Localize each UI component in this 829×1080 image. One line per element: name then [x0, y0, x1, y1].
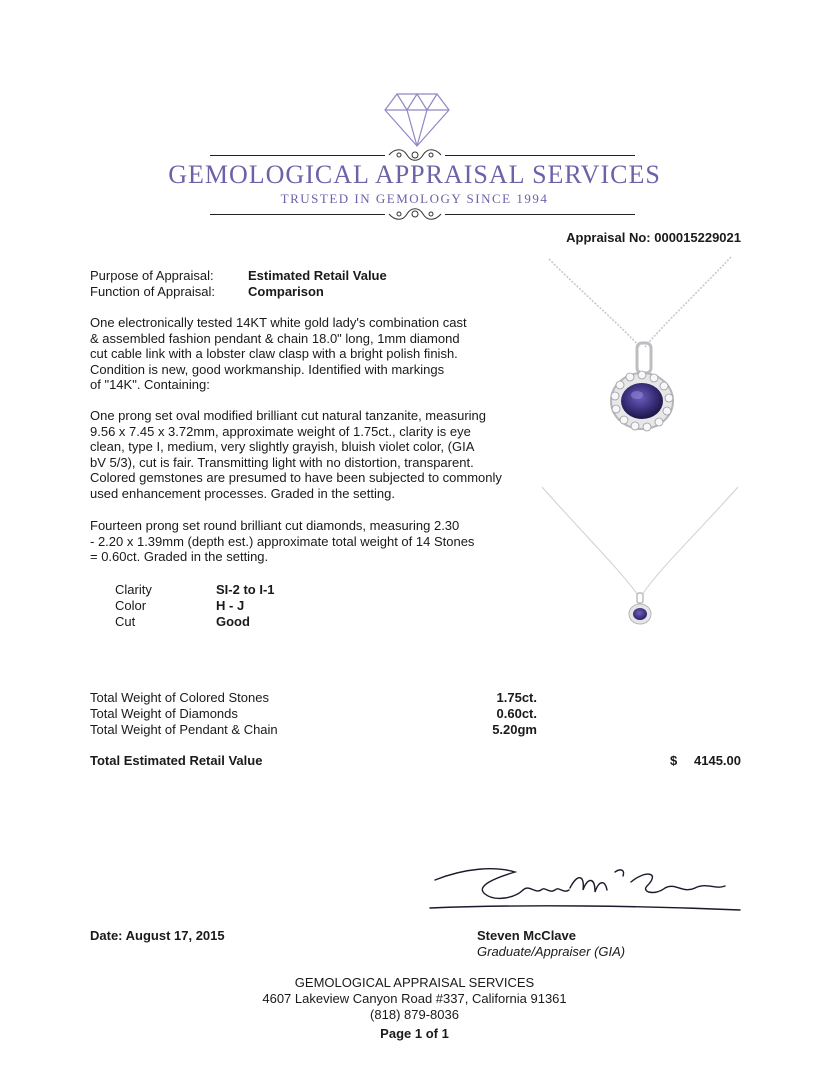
- total-colored-stones-label: Total Weight of Colored Stones: [90, 690, 269, 705]
- company-tagline: TRUSTED IN GEMOLOGY SINCE 1994: [280, 191, 549, 206]
- description-tanzanite: One prong set oval modified brilliant cut natural tanzanite, measuring 9.56 x 7.45 x 3.72mm, approximate weight of 1.75ct., clarity is eye clean, type I, medium, very slightly grayish, bluish violet color, (GIA bV 5/3), cut is fair. Transmitting light with no distortion, transparent. Colored gemstones are presumed to have been subjected to commonly used enhancement processes. Graded in the setting.: [90, 408, 502, 501]
- ornament-bottom-icon: [385, 205, 445, 223]
- description-diamonds: Fourteen prong set round brilliant cut diamonds, measuring 2.30 - 2.20 x 1.39mm (depth est.) approximate total weight of 14 Stones = 0.60ct. Graded in the setting.: [90, 518, 475, 564]
- page-number: Page 1 of 1: [380, 1026, 449, 1041]
- retail-value-label: Total Estimated Retail Value: [90, 753, 263, 768]
- grading-cut-label: Cut: [115, 614, 136, 629]
- appraiser-title: Graduate/Appraiser (GIA): [477, 944, 626, 959]
- total-diamonds-label: Total Weight of Diamonds: [90, 706, 238, 721]
- header-rule-top-right: [445, 155, 635, 156]
- company-name: GEMOLOGICAL APPRAISAL SERVICES: [168, 160, 661, 189]
- retail-value-currency: $: [670, 753, 678, 768]
- grading-clarity-label: Clarity: [115, 582, 152, 597]
- footer-phone: (818) 879-8036: [370, 1007, 459, 1022]
- description-mounting: One electronically tested 14KT white gold lady's combination cast & assembled fashion pendant & chain 18.0" long, 1mm diamond cut cable link with a lobster claw clasp with a bright polish finish. Condition is new, good workmanship. Identified with markings of "14K". Containing:: [90, 315, 467, 392]
- function-value: Comparison: [248, 284, 324, 299]
- header-rule-bottom-right: [445, 214, 635, 215]
- grading-color-value: H - J: [216, 598, 245, 613]
- footer-address: 4607 Lakeview Canyon Road #337, California 91361: [262, 991, 567, 1006]
- retail-value-amount: 4145.00: [694, 753, 741, 768]
- total-colored-stones-value: 1.75ct.: [496, 690, 537, 705]
- function-label: Function of Appraisal:: [90, 284, 216, 299]
- appraisal-date: Date: August 17, 2015: [90, 928, 225, 943]
- footer-company: GEMOLOGICAL APPRAISAL SERVICES: [294, 975, 535, 990]
- appraiser-signature: [425, 860, 745, 924]
- grading-color-label: Color: [115, 598, 147, 613]
- purpose-value: Estimated Retail Value: [248, 268, 387, 283]
- diamond-logo-icon: [383, 92, 451, 148]
- total-diamonds-value: 0.60ct.: [496, 706, 537, 721]
- appraiser-name: Steven McClave: [477, 928, 576, 943]
- grading-clarity-value: SI-2 to I-1: [216, 582, 275, 597]
- pendant-closeup-photo: [545, 255, 735, 445]
- pendant-full-photo: [540, 485, 740, 645]
- total-pendant-chain-label: Total Weight of Pendant & Chain: [90, 722, 278, 737]
- header-rule-top-left: [210, 155, 385, 156]
- purpose-label: Purpose of Appraisal:: [90, 268, 214, 283]
- total-pendant-chain-value: 5.20gm: [492, 722, 537, 737]
- header-rule-bottom-left: [210, 214, 385, 215]
- grading-cut-value: Good: [216, 614, 250, 629]
- appraisal-number: Appraisal No: 000015229021: [566, 230, 741, 245]
